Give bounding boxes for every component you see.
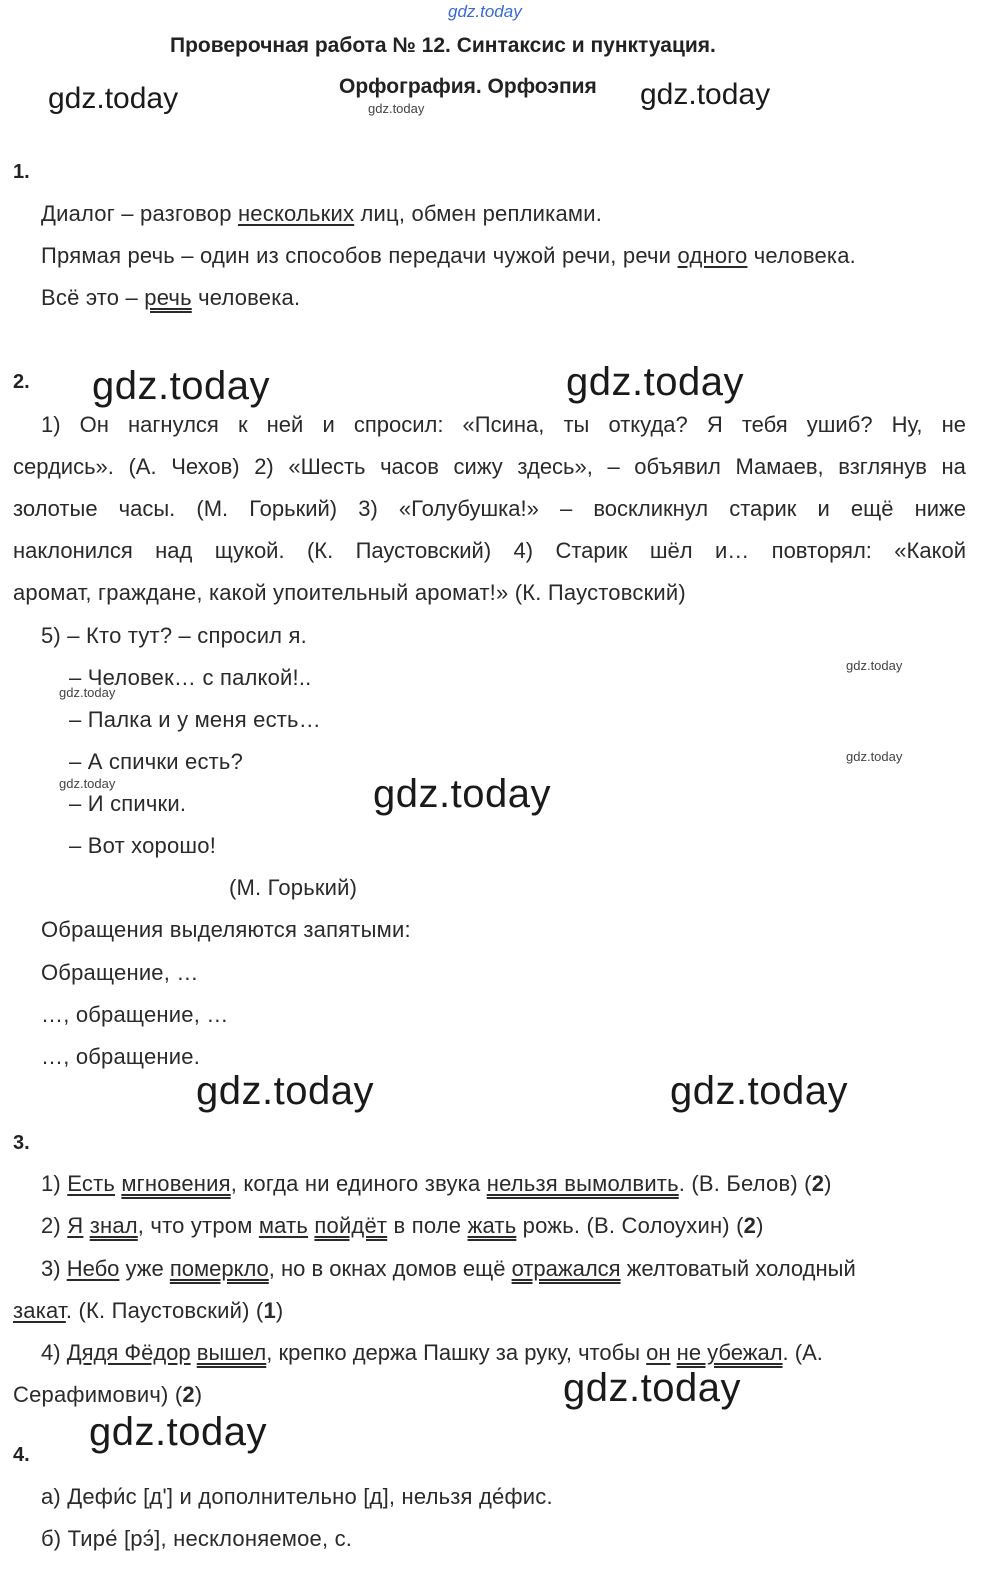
task-number-1: 1. xyxy=(13,161,30,183)
task3-sentence: 4) Дядя Фёдор вышел, крепко держа Пашку за руку, чтобы он не убежал. (А. xyxy=(41,1340,823,1365)
task-number-3: 3. xyxy=(13,1132,30,1154)
paragraph-word: и xyxy=(322,412,335,437)
paragraph-word: – xyxy=(607,454,620,479)
watermark: gdz.today xyxy=(89,1410,267,1454)
task4-item: а) Дефи́с [д'] и дополнительно [д], нельзя де́фис. xyxy=(41,1484,553,1509)
paragraph-word: воскликнул xyxy=(593,496,709,521)
paragraph-word: «Шесть xyxy=(288,454,366,479)
dialog-line: – Человек… с палкой!.. xyxy=(69,665,312,690)
task3-sentence-cont: Серафимович) (2) xyxy=(13,1382,203,1407)
paragraph-word: откуда? xyxy=(608,412,688,437)
paragraph-word: и… xyxy=(715,538,750,563)
paragraph-word: «Какой xyxy=(894,538,966,563)
watermark-small: gdz.today xyxy=(846,749,903,764)
paragraph-word: Горький) xyxy=(249,496,338,521)
paragraph-word: спросил: xyxy=(353,412,444,437)
task2-paragraph-line xyxy=(41,412,966,438)
watermark-small: gdz.today xyxy=(368,101,425,116)
paragraph-word: Он xyxy=(79,412,109,437)
paragraph-word: наклонился xyxy=(13,538,133,563)
paragraph-word: Ну, xyxy=(891,412,923,437)
underlined-word: речь xyxy=(144,285,192,310)
task3-sentence: 2) Я знал, что утром мать пойдёт в поле жать рожь. (В. Солоухин) (2) xyxy=(41,1213,764,1238)
paragraph-word: ней xyxy=(266,412,304,437)
paragraph-word: сижу xyxy=(453,454,503,479)
paragraph-word: ещё xyxy=(850,496,894,521)
pattern-line: …, обращение, … xyxy=(41,1002,229,1027)
watermark-small: gdz.today xyxy=(846,658,903,673)
paragraph-word: тебя xyxy=(741,412,788,437)
task3-sentence: 3) Небо уже померкло, но в окнах домов ещё отражался желтоватый холодный xyxy=(41,1256,856,1281)
watermark: gdz.today xyxy=(670,1069,848,1113)
paragraph-word: взглянув xyxy=(838,454,927,479)
paragraph-word: 1) xyxy=(41,412,61,437)
paragraph-word: Паустовский) xyxy=(355,538,492,563)
paragraph-word: «Голубушка!» xyxy=(398,496,539,521)
task4-item: б) Тире́ [рэ́], несклоняемое, с. xyxy=(41,1526,353,1551)
paragraph-word: (М. xyxy=(196,496,229,521)
paragraph-word: щукой. xyxy=(214,538,285,563)
paragraph-word: 4) xyxy=(513,538,534,563)
task2-paragraph-last-line: аромат, граждане, какой упоительный аромат!» (К. Паустовский) xyxy=(13,580,686,605)
underlined-word: одного xyxy=(677,243,748,268)
page-title: Проверочная работа № 12. Синтаксис и пунктуация. xyxy=(170,34,716,57)
paragraph-word: часы. xyxy=(118,496,176,521)
watermark-small: gdz.today xyxy=(59,776,116,791)
watermark-small: gdz.today xyxy=(59,685,116,700)
rule-text: Обращения выделяются запятыми: xyxy=(41,917,411,942)
underlined-word: нескольких xyxy=(237,201,355,226)
page-subtitle: Орфография. Орфоэпия xyxy=(339,75,597,98)
dialog-line: – И спички. xyxy=(69,791,187,816)
paragraph-word: сердись». xyxy=(13,454,114,479)
dialog-line: 5) – Кто тут? – спросил я. xyxy=(41,623,307,648)
paragraph-word: «Псина, xyxy=(462,412,545,437)
task2-paragraph-line xyxy=(13,538,966,564)
paragraph-word: на xyxy=(941,454,966,479)
task3-sentence: 1) Есть мгновения, когда ни единого звука нельзя вымолвить. (В. Белов) (2) xyxy=(41,1171,832,1196)
paragraph-word: (А. xyxy=(128,454,157,479)
paragraph-word: объявил xyxy=(634,454,721,479)
task1-line: Прямая речь – один из способов передачи чужой речи, речи одного человека. xyxy=(41,243,856,268)
task3-sentence-cont: закат. (К. Паустовский) (1) xyxy=(13,1298,284,1323)
task1-line: Всё это – речь человека. xyxy=(41,285,301,310)
paragraph-word: (К. xyxy=(306,538,334,563)
paragraph-word: ушиб? xyxy=(806,412,873,437)
dialog-author: (М. Горький) xyxy=(229,875,358,900)
task1-line: Диалог – разговор нескольких лиц, обмен репликами. xyxy=(41,201,603,226)
task2-paragraph-line xyxy=(13,454,966,480)
paragraph-word: – xyxy=(559,496,573,521)
watermark: gdz.today xyxy=(640,78,771,111)
task2-paragraph-line xyxy=(13,496,966,522)
pattern-line: Обращение, … xyxy=(41,960,199,985)
watermark: gdz.today xyxy=(196,1069,374,1113)
paragraph-word: ниже xyxy=(914,496,966,521)
paragraph-word: шёл xyxy=(649,538,693,563)
watermark: gdz.today xyxy=(566,360,744,404)
dialog-line: – Палка и у меня есть… xyxy=(69,707,321,732)
paragraph-word: над xyxy=(155,538,193,563)
pattern-line: …, обращение. xyxy=(41,1044,201,1069)
paragraph-word: повторял: xyxy=(771,538,872,563)
watermark: gdz.today xyxy=(92,364,270,408)
paragraph-word: часов xyxy=(380,454,439,479)
paragraph-word: 3) xyxy=(358,496,378,521)
paragraph-word: здесь», xyxy=(517,454,593,479)
paragraph-word: старик xyxy=(729,496,797,521)
watermark-top: gdz.today xyxy=(448,2,522,21)
task-number-4: 4. xyxy=(13,1444,30,1466)
watermark: gdz.today xyxy=(563,1366,741,1410)
watermark: gdz.today xyxy=(373,772,551,816)
task-number-2: 2. xyxy=(13,371,30,393)
watermark: gdz.today xyxy=(48,82,179,115)
paragraph-word: 2) xyxy=(254,454,274,479)
paragraph-word: к xyxy=(237,412,248,437)
paragraph-word: Мамаев, xyxy=(735,454,824,479)
paragraph-word: ты xyxy=(563,412,590,437)
paragraph-word: не xyxy=(941,412,966,437)
paragraph-word: нагнулся xyxy=(128,412,219,437)
paragraph-word: Чехов) xyxy=(171,454,240,479)
dialog-line: – Вот хорошо! xyxy=(69,833,217,858)
dialog-line: – А спички есть? xyxy=(69,749,244,774)
paragraph-word: золотые xyxy=(13,496,98,521)
paragraph-word: и xyxy=(817,496,830,521)
paragraph-word: Я xyxy=(706,412,723,437)
paragraph-word: Старик xyxy=(555,538,628,563)
